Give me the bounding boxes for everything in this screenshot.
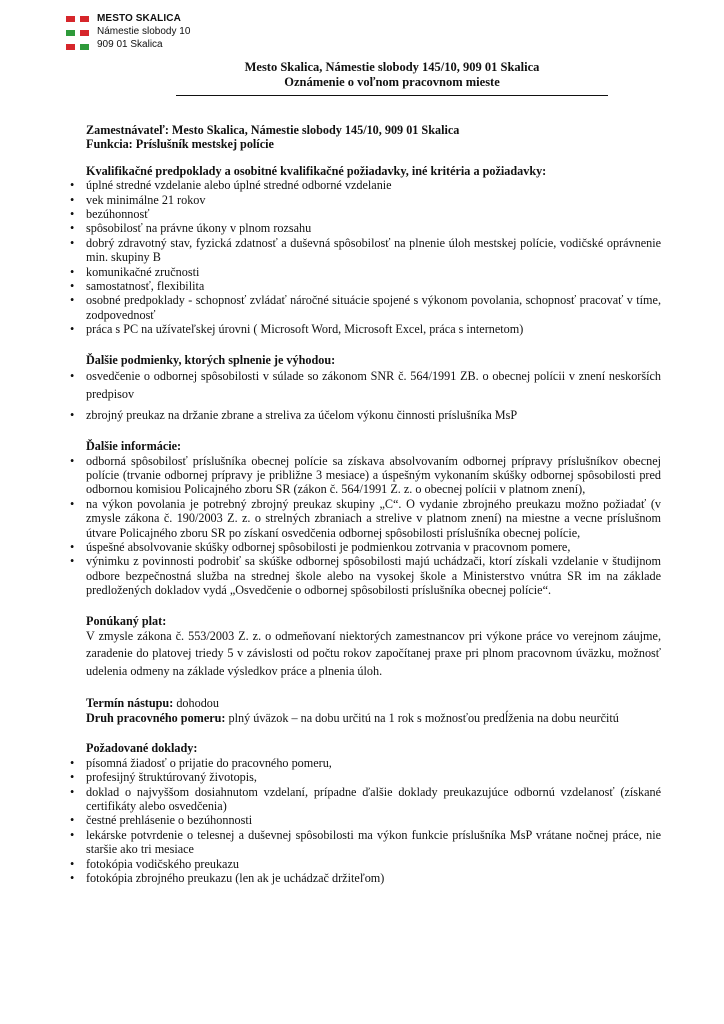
- function-line: Funkcia: Príslušník mestskej polície: [86, 137, 274, 152]
- list-item: • osobné predpoklady - schopnosť zvládať náročné situácie spojené s výkonom povolania, schopnosť pracovať v tíme, zodpovednosť: [86, 293, 661, 322]
- list-item: • bezúhonnosť: [86, 207, 661, 221]
- list-item: • úspešné absolvovanie skúšky odbornej spôsobilosti je podmienkou zotrvania v pracovnom pomere,: [86, 540, 661, 554]
- list-item: • spôsobilosť na právne úkony v plnom rozsahu: [86, 221, 661, 235]
- logo-squares-icon: [66, 16, 89, 51]
- header-title: Oznámenie o voľnom pracovnom mieste: [284, 75, 500, 89]
- salary-title: Ponúkaný plat:: [86, 613, 167, 628]
- list-item: • samostatnosť, flexibilita: [86, 279, 661, 293]
- list-item: • písomná žiadosť o prijatie do pracovného pomeru,: [86, 756, 661, 770]
- list-item: • čestné prehlásenie o bezúhonnosti: [86, 813, 661, 827]
- list-item: • komunikačné zručnosti: [86, 265, 661, 279]
- city-logo: [66, 12, 190, 51]
- list-item: • osvedčenie o odbornej spôsobilosti v súlade so zákonom SNR č. 564/1991 ZB. o obecnej polícii v znení neskorších predpisov: [86, 367, 661, 403]
- employment-label: Druh pracovného pomeru:: [86, 710, 226, 725]
- advantages-list: [86, 367, 661, 424]
- logo-org-name: MESTO SKALICA: [97, 13, 181, 24]
- list-item: • profesijný štruktúrovaný životopis,: [86, 770, 661, 784]
- list-item: • výnimku z povinnosti podrobiť sa skúške odbornej spôsobilosti majú uchádzači, ktorí získali vzdelanie v študijnom odbore bezpečnostná služba na strednej škole alebo na vysokej škole a Ministerstvo vnútra SR im na základe predložených dokladov vydá „Osvedčenie o odbornej spôsobilosti príslušníka obecnej polície“.: [86, 554, 661, 597]
- list-item: • odborná spôsobilosť príslušníka obecnej polície sa získava absolvovaním odbornej prípravy príslušníkov obecnej polície (trvanie odbornej prípravy je približne 3 mesiace) a úspešným vykonaním skúšky odbornej spôsobilosti pred odbornou komisiou Policajného zboru SR (zákon č. 564/1991 Z. z. o obecnej polícii v platnom znení),: [86, 454, 661, 497]
- employment-line: [86, 711, 661, 725]
- logo-city: 909 01 Skalica: [97, 39, 163, 50]
- employer-line: Zamestnávateľ: Mesto Skalica, Námestie slobody 145/10, 909 01 Skalica: [86, 123, 460, 137]
- qualifications-title: Kvalifikačné predpoklady a osobitné kvalifikačné požiadavky, iné kritéria a požiadavky:: [86, 163, 547, 178]
- list-item: • fotokópia zbrojného preukazu (len ak je uchádzač držiteľom): [86, 871, 661, 885]
- list-item: • zbrojný preukaz na držanie zbrane a streliva za účelom výkonu činnosti príslušníka MsP: [86, 406, 661, 424]
- list-item: • na výkon povolania je potrebný zbrojný preukaz skupiny „C“. O vydanie zbrojného preukazu možno požiadať (v zmysle zákona č. 190/2003 Z. z. o strelných zbraniach a strelive v platnom znení) na miestne a vecne príslušnom útvare Policajného zboru SR po získaní osvedčenia odbornej spôsobilosti príslušníka obecnej polície,: [86, 497, 661, 540]
- documents-list: [86, 756, 661, 886]
- advantages-title: Ďalšie podmienky, ktorých splnenie je výhodou:: [86, 352, 336, 367]
- list-item: • doklad o najvyššom dosiahnutom vzdelaní, prípadne ďalšie doklady preukazujúce odbornú vzdelanosť (získané certifikáty alebo osvedčenia): [86, 785, 661, 814]
- document-body: [86, 123, 661, 885]
- salary-text: V zmysle zákona č. 553/2003 Z. z. o odmeňovaní niektorých zamestnancov pri výkone práce vo verejnom záujme, zaradenie do platovej triedy 5 v závislosti od počtu rokov započítanej praxe pri plnom pracovnom úväzku, možnosť udelenia odmeny na základe výsledkov práce a plnenia úloh.: [86, 628, 661, 678]
- list-item: • úplné stredné vzdelanie alebo úplné stredné odborné vzdelanie: [86, 178, 661, 192]
- list-item: • lekárske potvrdenie o telesnej a duševnej spôsobilosti ma výkon funkcie príslušníka MsP vrátane nočnej práce, nie staršie ako tri mesiace: [86, 828, 661, 857]
- documents-title: Požadované doklady:: [86, 741, 198, 756]
- start-value: dohodou: [173, 696, 219, 711]
- qualifications-list: [86, 178, 661, 336]
- list-item: • vek minimálne 21 rokov: [86, 193, 661, 207]
- list-item: • fotokópia vodičského preukazu: [86, 857, 661, 871]
- header-divider: [176, 95, 608, 96]
- info-list: [86, 454, 661, 598]
- document-header: [176, 60, 608, 90]
- list-item: • dobrý zdravotný stav, fyzická zdatnosť a duševná spôsobilosť na plnenie úloh mestskej polície, vodičské oprávnenie min. skupiny B: [86, 236, 661, 265]
- start-label: Termín nástupu:: [86, 696, 174, 711]
- employment-value: plný úväzok – na dobu určitú na 1 rok s možnosťou predĺženia na dobu neurčitú: [225, 710, 619, 725]
- header-address: Mesto Skalica, Námestie slobody 145/10, 909 01 Skalica: [244, 60, 540, 74]
- logo-street: Námestie slobody 10: [97, 26, 191, 37]
- start-line: [86, 696, 661, 710]
- info-title: Ďalšie informácie:: [86, 439, 182, 454]
- list-item: • práca s PC na užívateľskej úrovni ( Microsoft Word, Microsoft Excel, práca s internetom): [86, 322, 661, 336]
